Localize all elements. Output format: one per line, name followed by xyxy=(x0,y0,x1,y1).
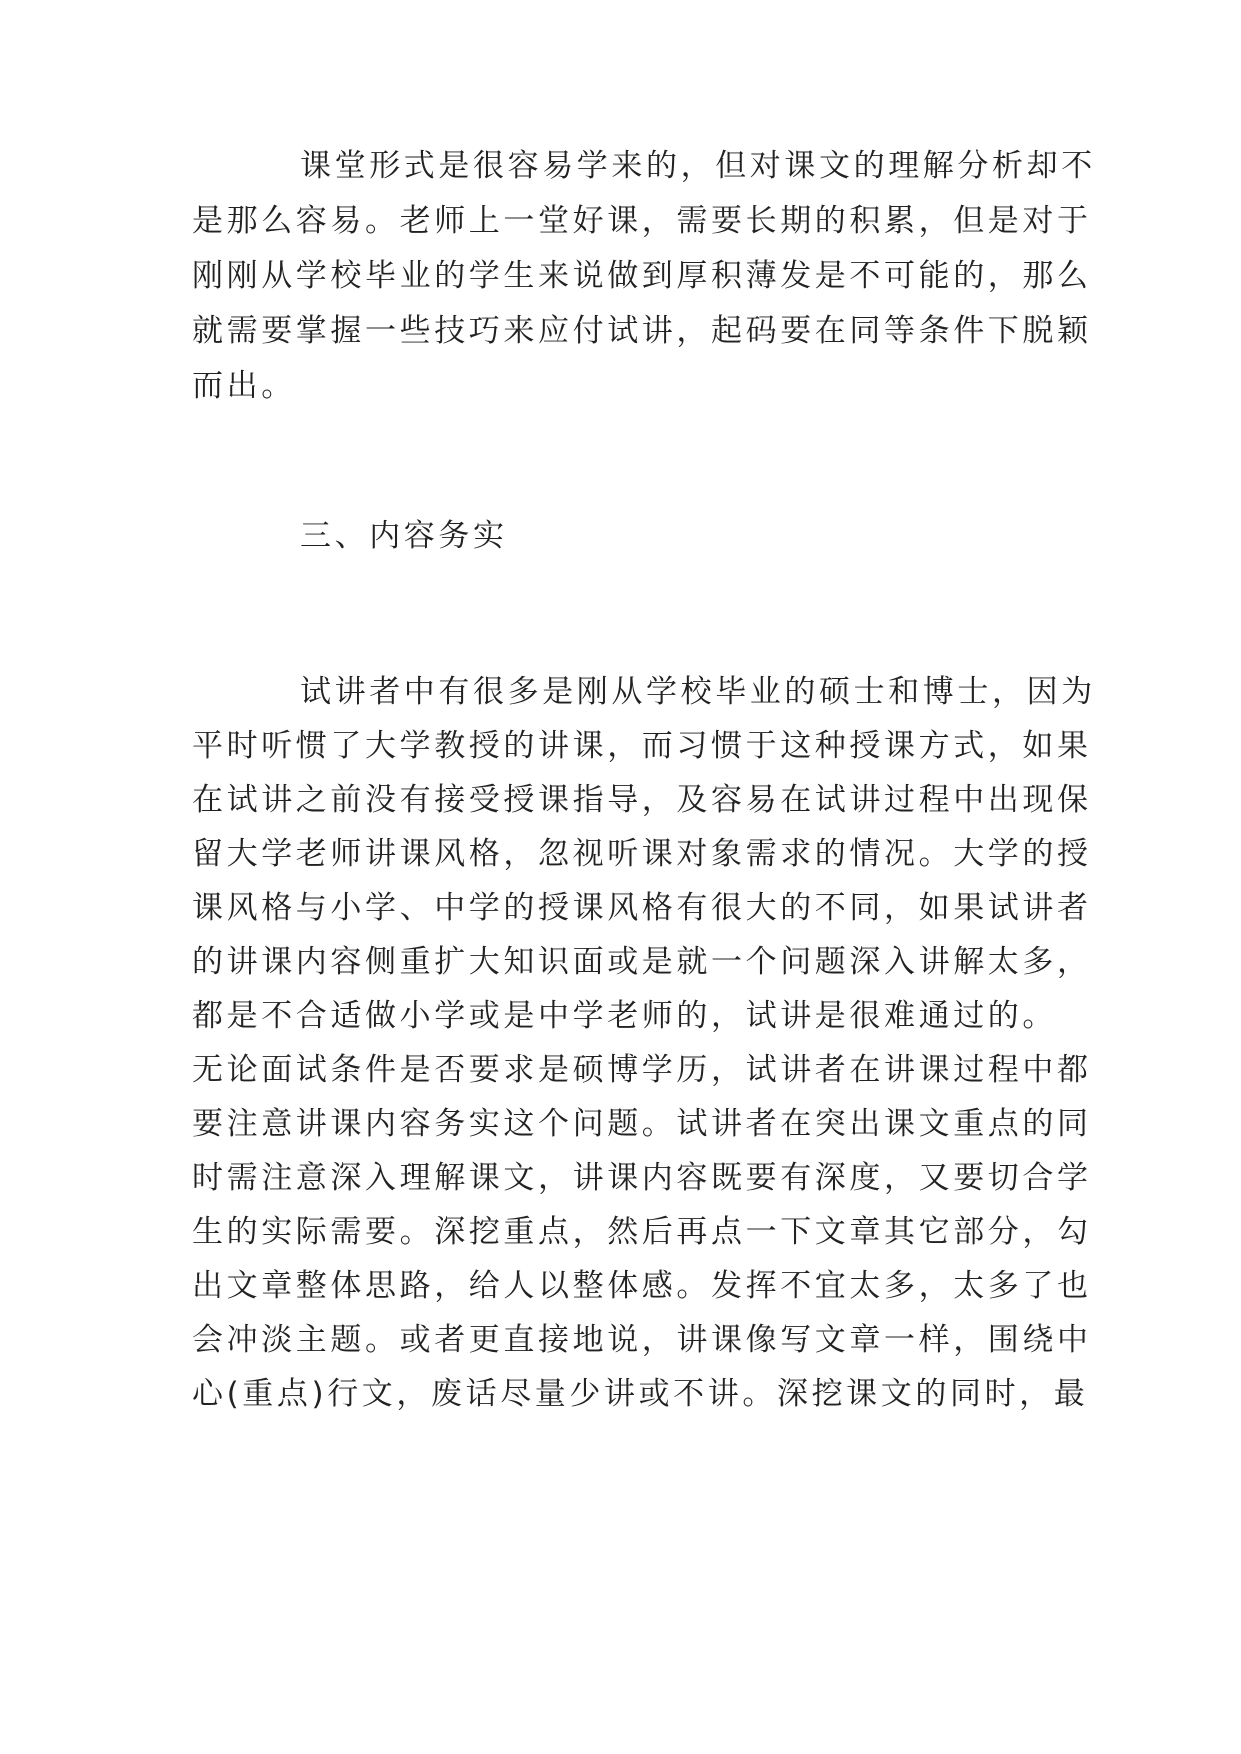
paragraph-line: 而出。 xyxy=(192,368,296,404)
paragraph-line: 留大学老师讲课风格，忽视听课对象需求的情况。大学的授 xyxy=(192,836,1092,872)
paragraph-line: 平时听惯了大学教授的讲课，而习惯于这种授课方式，如果 xyxy=(192,728,1092,764)
paragraph-line: 就需要掌握一些技巧来应付试讲，起码要在同等条件下脱颖 xyxy=(192,313,1092,349)
paragraph-line: 课堂形式是很容易学来的，但对课文的理解分析却不 xyxy=(300,148,1096,184)
paragraph-line: 是那么容易。老师上一堂好课，需要长期的积累，但是对于 xyxy=(192,203,1092,239)
paragraph-line: 心(重点)行文，废话尽量少讲或不讲。深挖课文的同时，最 xyxy=(192,1376,1089,1412)
section-heading: 三、内容务实 xyxy=(300,518,508,554)
paragraph-line: 的讲课内容侧重扩大知识面或是就一个问题深入讲解太多， xyxy=(192,944,1092,980)
paragraph-line: 都是不合适做小学或是中学老师的，试讲是很难通过的。 xyxy=(192,998,1057,1034)
paragraph-line: 生的实际需要。深挖重点，然后再点一下文章其它部分，勾 xyxy=(192,1214,1092,1250)
paragraph-line: 时需注意深入理解课文，讲课内容既要有深度，又要切合学 xyxy=(192,1160,1092,1196)
paragraph-line: 要注意讲课内容务实这个问题。试讲者在突出课文重点的同 xyxy=(192,1106,1092,1142)
paragraph-line: 课风格与小学、中学的授课风格有很大的不同，如果试讲者 xyxy=(192,890,1092,926)
paragraph-line: 在试讲之前没有接受授课指导，及容易在试讲过程中出现保 xyxy=(192,782,1092,818)
paragraph-line: 会冲淡主题。或者更直接地说，讲课像写文章一样，围绕中 xyxy=(192,1322,1092,1358)
paragraph-line: 刚刚从学校毕业的学生来说做到厚积薄发是不可能的，那么 xyxy=(192,258,1092,294)
paragraph-line: 无论面试条件是否要求是硕博学历，试讲者在讲课过程中都 xyxy=(192,1052,1092,1088)
paragraph-line: 出文章整体思路，给人以整体感。发挥不宜太多，太多了也 xyxy=(192,1268,1092,1304)
paragraph-line: 试讲者中有很多是刚从学校毕业的硕士和博士，因为 xyxy=(300,674,1096,710)
